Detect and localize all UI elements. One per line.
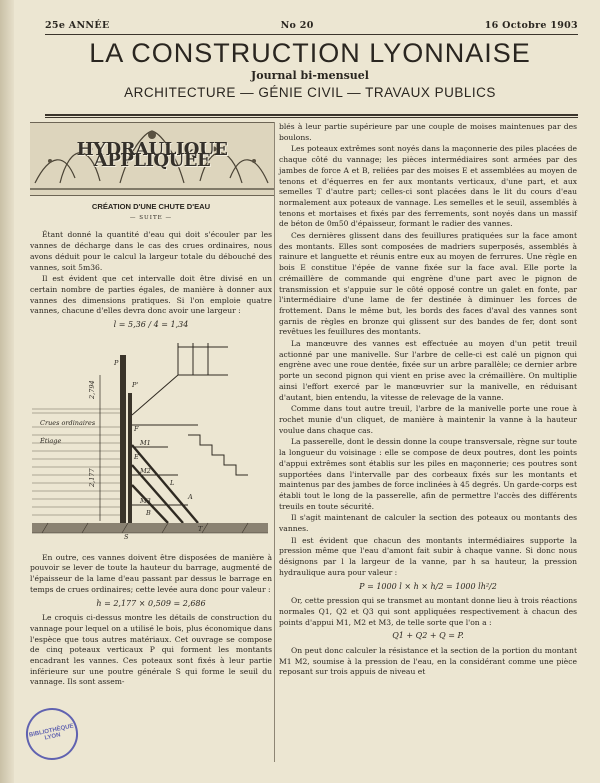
column-divider [274, 122, 275, 762]
label-E: E [134, 452, 139, 461]
issue-header [45, 20, 578, 34]
paragraph: La manœuvre des vannes est effectuée au moyen d'un petit treuil actionné par une manivelle. Sur l'arbre de celle-ci est calé un pignon qui engrène avec une roue dentée, fixée sur un arbre parallèle; ce dernier arbre porte un second pignon qui vient en prise avec la crémaillère. On multiplie ainsi l'effort exercé par le manœuvrier sur la manivelle, en réduisant d'autant, bien entendu, la vitesse de relevage de la vanne. [279, 339, 577, 402]
paragraph: Étant donné la quantité d'eau qui doit s'écouler par les vannes de décharge dans le cas des crues ordinaires, nous avons déduit pour le calcul la largeur totale du débouché des vannes, soit 5m36. [30, 230, 272, 272]
label-S: S [124, 532, 129, 541]
stamp-text: BIBLIOTHÈQUE LYON [28, 723, 75, 742]
journal-subtitle: Journal bi-mensuel [251, 69, 369, 82]
label-dim1: 2,794 [88, 380, 96, 399]
issue-year: 25e ANNÉE [45, 20, 110, 31]
journal-sections: ARCHITECTURE — GÉNIE CIVIL — TRAVAUX PUBLICS [124, 85, 496, 100]
paragraph: On peut donc calculer la résistance et la section de la portion du montant M1 M2, soumise à la pression de l'eau, en la considérant comme une pièce reposant sur trois appuis de niveau et [279, 646, 577, 677]
paragraph: blés à leur partie supérieure par une couple de moises maintenues par des boulons. [279, 122, 577, 142]
label-dim2: 2,177 [88, 468, 96, 487]
section-ornament [30, 122, 274, 196]
issue-number: No 20 [280, 20, 314, 31]
sluice-drawing-icon [28, 335, 272, 549]
library-stamp [21, 703, 83, 765]
paragraph: La passerelle, dont le dessin donne la coupe transversale, règne sur toute la longueur du voisinage : elle se compose de deux poutres, dont les points d'appui extrêmes sont établis sur les piles en maçonnerie; ces poutres sont supportées dans l'intervalle par des corbeaux fixés sur les montants et maintenus par des jambes de force inclinées à 45 degrés. Un garde-corps est établi tout le long de la passerelle, afin de permettre l'accès des différents treuils en toute sécurité. [279, 437, 577, 511]
label-P: P [114, 358, 119, 367]
label-etiage: Étiage [40, 436, 62, 445]
label-F: F [134, 424, 139, 433]
paragraph: Le croquis ci-dessus montre les détails de construction du vannage pour lequel on a utilisé le bois, plus économique dans l'espèce que tous autres matériaux. Cet ouvrage se compose de cinq poteaux verticaux P qui forment les montants encadrant les vannes. Ces poteaux sont fixés à leur partie inférieure sur une poutre générale S qui forme le seuil du vannage. Ils sont assem- [30, 613, 272, 687]
paragraph: Ces dernières glissent dans des feuillures pratiquées sur la face amont des montants. Elles sont composées de madriers superposés, assemblés à rainure et languette et réunis entre eux au moyen de ferrures. Une règle en bois E constitue l'épée de vanne fixée sur la face aval. Elle porte la crémaillère de commande qui engrène d'une part avec le pignon de transmission et s'appuie sur le côté opposé contre un galet en fonte, par l'intermédiaire d'une lame de fer destinée à diminuer les forces de frottement. Dans le même but, les bords des faces d'aval des vannes sont garnis de règles en bronze qui glissent sur des bandes de fer, dont sont revêtues les feuillures des montants. [279, 231, 577, 337]
article-suite: — SUITE — [129, 214, 173, 221]
ornament-title: HYDRAULIQUE APPLIQUÉE [76, 139, 228, 171]
paragraph: En outre, ces vannes doivent être disposées de manière à pouvoir se lever de toute la hauteur du barrage, augmenté de l'épaisseur de la lame d'eau passant par dessus le barrage en temps de crues ordinaires; cette levée aura donc pour valeur : [30, 552, 272, 594]
masthead-rule [45, 114, 578, 116]
label-Pp: P' [132, 380, 139, 389]
paragraph: Les poteaux extrêmes sont noyés dans la maçonnerie des piles placées de chaque côté du vannage; les pièces intermédiaires sont armées par des jambes de force A et B, reliées par des moises E et assemblées au moyen de tenons et d'équerres en fer aux montants verticaux, d'une part, et aux semelles T d'autre part; celles-ci sont placées dans le lit du cours d'eau normalement aux poteaux de vannage. Les semelles et le seuil, assemblés à tenons et mortaises et fixés par des ferrements, sont noyés dans un massif de béton de 0m50 d'épaisseur, formant le radier des vannes. [279, 144, 577, 229]
masthead [30, 38, 590, 102]
masthead-rule-thin [45, 117, 578, 118]
formula-pressure: P = 1000 l × h × h/2 = 1000 lh²/2 [359, 581, 497, 591]
label-T: T [198, 524, 203, 533]
formula-reactions: Q1 + Q2 + Q = P. [392, 631, 464, 641]
paragraph: Il est évident que cet intervalle doit être divisé en un certain nombre de parties égales, de manière à donner aux vannes des dimensions pratiques. Si l'on emploie quatre vannes, chacune d'elles devra donc avoir une largeur : [30, 274, 272, 316]
paragraph: Il s'agit maintenant de calculer la section des poteaux ou montants des vannes. [279, 513, 577, 534]
header-rule [45, 34, 578, 35]
paragraph: Il est évident que chacun des montants intermédiaires supporte la pression même que l'eau d'amont fait subir à chaque vanne. Si donc nous désignons par l la largeur de la vanne, par h sa hauteur, la pression hydraulique aura pour valeur : [279, 535, 577, 577]
label-L: L [170, 478, 175, 487]
paragraph: Comme dans tout autre treuil, l'arbre de la manivelle porte une roue à rochet munie d'un cliquet, de manière à maintenir la vanne à la hauteur voulue dans chaque cas. [279, 404, 577, 435]
label-M1: M1 [140, 438, 151, 447]
label-B: B [146, 508, 151, 517]
right-column [279, 122, 577, 679]
formula-width: l = 5,36 / 4 = 1,34 [113, 320, 189, 330]
label-M2: M2 [140, 466, 151, 475]
issue-date: 16 Octobre 1903 [484, 20, 578, 31]
label-crues: Crues ordinaires [40, 418, 96, 427]
article-title: CRÉATION D'UNE CHUTE D'EAU [91, 202, 211, 211]
formula-height: h = 2,177 × 0,509 = 2,686 [96, 598, 206, 608]
paragraph: Or, cette pression qui se transmet au montant donne lieu à trois réactions normales Q1, Q2 et Q3 qui sont appliquées respectivement à chacun des points d'appui M1, M2 et M3, de telle sorte que l'on a : [279, 596, 577, 627]
journal-title: LA CONSTRUCTION LYONNAISE [89, 38, 531, 68]
label-M3: M3 [140, 496, 151, 505]
sluice-gate-figure [28, 335, 272, 549]
label-A: A [188, 492, 193, 501]
left-column [30, 120, 272, 689]
